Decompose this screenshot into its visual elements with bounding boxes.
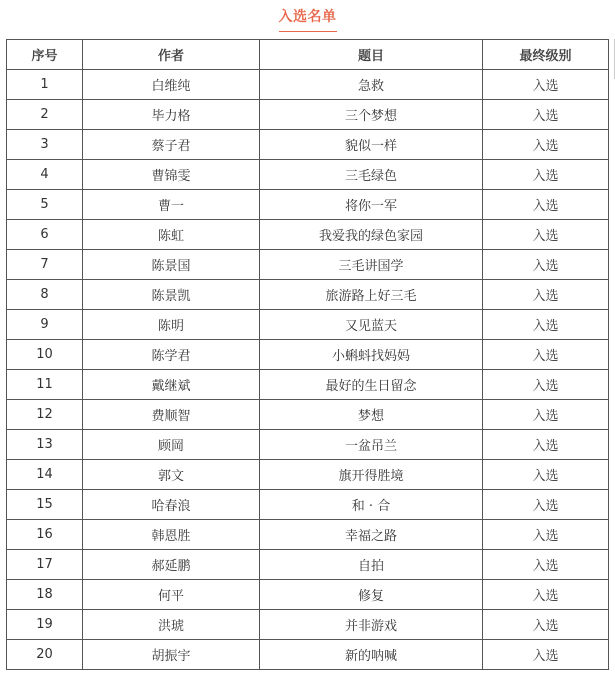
- row-number: 10: [7, 340, 83, 370]
- table-row: [7, 190, 609, 220]
- row-author: 曹一: [83, 190, 260, 220]
- row-number: 8: [7, 280, 83, 310]
- row-number: 12: [7, 400, 83, 430]
- table-row: [7, 310, 609, 340]
- row-author: 胡振宇: [83, 640, 260, 670]
- row-level: 入选: [483, 160, 609, 190]
- row-title: 幸福之路: [260, 520, 483, 550]
- row-author: 何平: [83, 580, 260, 610]
- row-level: 入选: [483, 220, 609, 250]
- row-number: 17: [7, 550, 83, 580]
- row-title: 又见蓝天: [260, 310, 483, 340]
- table-row: [7, 520, 609, 550]
- row-level: 入选: [483, 520, 609, 550]
- table-row: [7, 220, 609, 250]
- table-row: [7, 100, 609, 130]
- row-title: 新的呐喊: [260, 640, 483, 670]
- row-number: 19: [7, 610, 83, 640]
- row-title: 我爱我的绿色家园: [260, 220, 483, 250]
- header-author: 作者: [83, 40, 260, 70]
- row-author: 蔡子君: [83, 130, 260, 160]
- row-title: 貌似一样: [260, 130, 483, 160]
- row-level: 入选: [483, 250, 609, 280]
- row-author: 陈学君: [83, 340, 260, 370]
- row-author: 陈明: [83, 310, 260, 340]
- table-row: [7, 280, 609, 310]
- row-level: 入选: [483, 400, 609, 430]
- table-row: [7, 640, 609, 670]
- row-title: 将你一军: [260, 190, 483, 220]
- row-author: 费顺智: [83, 400, 260, 430]
- row-number: 1: [7, 70, 83, 100]
- row-author: 戴继斌: [83, 370, 260, 400]
- table-row: [7, 550, 609, 580]
- row-number: 3: [7, 130, 83, 160]
- table-row: [7, 460, 609, 490]
- row-title: 最好的生日留念: [260, 370, 483, 400]
- row-author: 顾岡: [83, 430, 260, 460]
- table-body: [7, 70, 609, 670]
- row-level: 入选: [483, 580, 609, 610]
- row-number: 7: [7, 250, 83, 280]
- row-level: 入选: [483, 610, 609, 640]
- row-title: 梦想: [260, 400, 483, 430]
- row-author: 郭文: [83, 460, 260, 490]
- row-author: 曹锦雯: [83, 160, 260, 190]
- row-title: 小蝌蚪找妈妈: [260, 340, 483, 370]
- title-area: [0, 0, 615, 36]
- table-row: [7, 370, 609, 400]
- table-row: [7, 610, 609, 640]
- row-number: 18: [7, 580, 83, 610]
- page-title: 入选名单: [279, 6, 337, 32]
- row-number: 16: [7, 520, 83, 550]
- row-number: 4: [7, 160, 83, 190]
- table-row: [7, 430, 609, 460]
- row-level: 入选: [483, 190, 609, 220]
- row-level: 入选: [483, 130, 609, 160]
- row-title: 急救: [260, 70, 483, 100]
- table-row: [7, 580, 609, 610]
- row-level: 入选: [483, 280, 609, 310]
- table-row: [7, 70, 609, 100]
- row-level: 入选: [483, 70, 609, 100]
- table-row: [7, 340, 609, 370]
- row-level: 入选: [483, 310, 609, 340]
- row-number: 11: [7, 370, 83, 400]
- header-level: 最终级别: [483, 40, 609, 70]
- table-row: [7, 400, 609, 430]
- row-number: 5: [7, 190, 83, 220]
- row-title: 修复: [260, 580, 483, 610]
- row-number: 15: [7, 490, 83, 520]
- row-title: 自拍: [260, 550, 483, 580]
- header-number: 序号: [7, 40, 83, 70]
- table-row: [7, 130, 609, 160]
- row-title: 三毛绿色: [260, 160, 483, 190]
- row-level: 入选: [483, 490, 609, 520]
- row-author: 哈春浪: [83, 490, 260, 520]
- row-title: 并非游戏: [260, 610, 483, 640]
- row-author: 韩恩胜: [83, 520, 260, 550]
- selection-table: [6, 39, 609, 670]
- row-level: 入选: [483, 430, 609, 460]
- row-title: 旅游路上好三毛: [260, 280, 483, 310]
- table-row: [7, 490, 609, 520]
- row-title: 三个梦想: [260, 100, 483, 130]
- row-author: 陈景国: [83, 250, 260, 280]
- selection-table-container: [6, 39, 608, 670]
- row-number: 14: [7, 460, 83, 490]
- row-author: 郝延鹏: [83, 550, 260, 580]
- header-title: 题目: [260, 40, 483, 70]
- row-author: 毕力格: [83, 100, 260, 130]
- row-level: 入选: [483, 460, 609, 490]
- row-level: 入选: [483, 550, 609, 580]
- row-author: 陈虹: [83, 220, 260, 250]
- row-number: 13: [7, 430, 83, 460]
- row-author: 洪琥: [83, 610, 260, 640]
- row-title: 三毛讲国学: [260, 250, 483, 280]
- row-title: 一盆吊兰: [260, 430, 483, 460]
- row-title: 和 · 合: [260, 490, 483, 520]
- row-number: 6: [7, 220, 83, 250]
- row-level: 入选: [483, 640, 609, 670]
- table-row: [7, 250, 609, 280]
- row-number: 20: [7, 640, 83, 670]
- row-level: 入选: [483, 340, 609, 370]
- row-level: 入选: [483, 100, 609, 130]
- row-number: 9: [7, 310, 83, 340]
- table-row: [7, 160, 609, 190]
- row-level: 入选: [483, 370, 609, 400]
- row-author: 白维纯: [83, 70, 260, 100]
- table-header-row: [7, 40, 609, 70]
- row-number: 2: [7, 100, 83, 130]
- row-author: 陈景凯: [83, 280, 260, 310]
- row-title: 旗开得胜境: [260, 460, 483, 490]
